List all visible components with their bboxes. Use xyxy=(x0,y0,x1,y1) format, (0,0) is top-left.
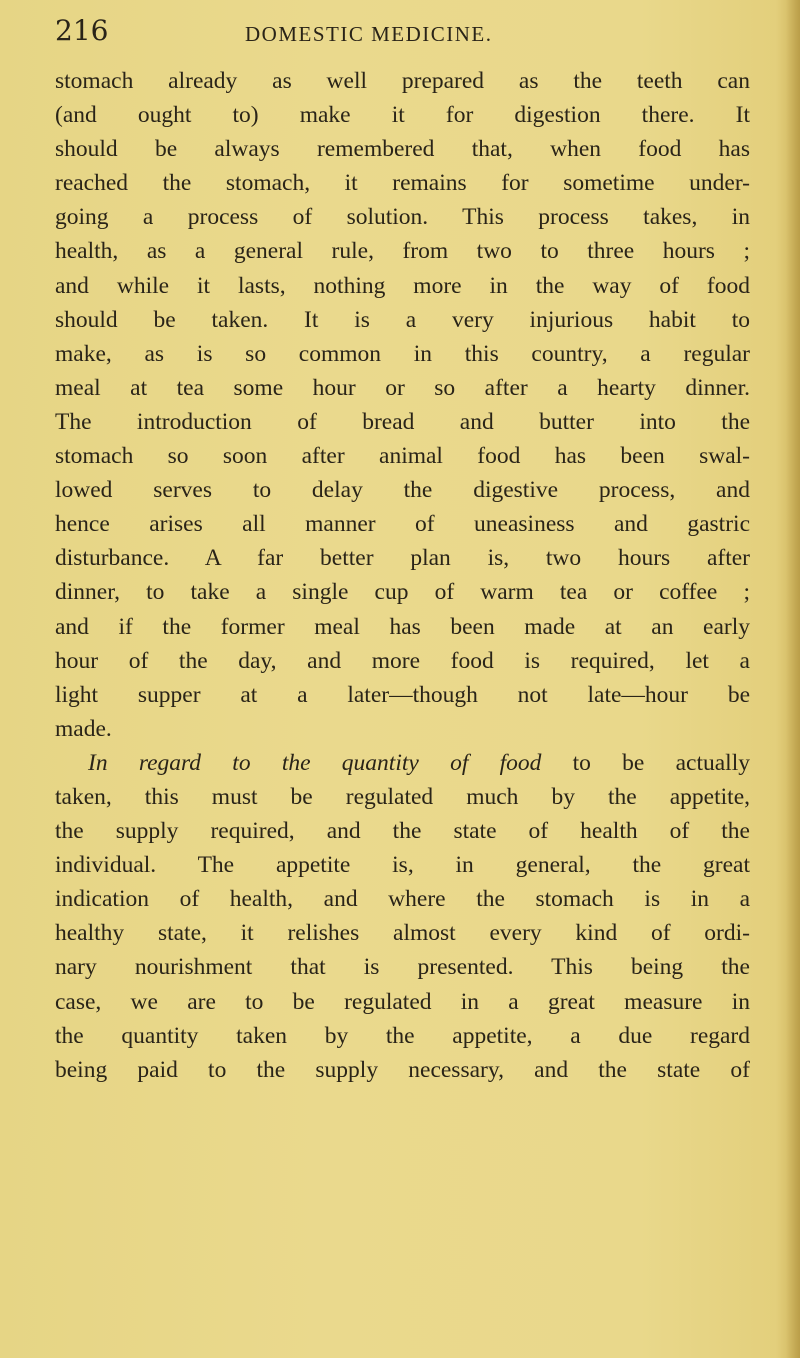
text-line: make, as is so common in this country, a regular xyxy=(55,340,750,367)
text-line: light supper at a later—though not late—hour be xyxy=(55,681,750,708)
paragraph-opening-line xyxy=(55,746,750,780)
text-line: health, as a general rule, from two to three hours ; xyxy=(55,238,750,265)
running-head: DOMESTIC MEDICINE. xyxy=(245,22,493,46)
text-line: and if the former meal has been made at an early xyxy=(55,613,750,640)
text-line: the supply required, and the state of health of the xyxy=(55,818,750,845)
page-number: 216 xyxy=(55,14,109,47)
text-line: meal at tea some hour or so after a hearty dinner. xyxy=(55,374,750,401)
text-line: hour of the day, and more food is required, let a xyxy=(55,647,750,674)
text-line: going a process of solution. This process takes, in xyxy=(55,204,750,231)
text-line: healthy state, it relishes almost every kind of ordi- xyxy=(55,920,750,947)
text-line: and while it lasts, nothing more in the way of food xyxy=(55,272,750,299)
page-header xyxy=(55,14,735,54)
italic-phrase: In regard to the quantity of food xyxy=(88,749,542,776)
text-line: The introduction of bread and butter into the xyxy=(55,408,750,435)
text-line: made. xyxy=(55,715,112,742)
text-line: stomach already as well prepared as the teeth can xyxy=(55,68,750,94)
text-line: hence arises all manner of uneasiness and gastric xyxy=(55,511,750,538)
text-line: indication of health, and where the stomach is in a xyxy=(55,886,750,913)
text-line: disturbance. A far better plan is, two hours after xyxy=(55,545,750,572)
text-line: should be taken. It is a very injurious habit to xyxy=(55,306,750,333)
text-line: (and ought to) make it for digestion there. It xyxy=(55,102,750,129)
text-line: nary nourishment that is presented. This being the xyxy=(55,954,750,981)
text-line: case, we are to be regulated in a great measure in xyxy=(55,988,750,1015)
page-edge-shadow xyxy=(786,0,800,1358)
text-line: reached the stomach, it remains for sometime under- xyxy=(55,170,750,197)
text-line: dinner, to take a single cup of warm tea or coffee ; xyxy=(55,579,750,606)
text-line: being paid to the supply necessary, and the state of xyxy=(55,1056,750,1083)
text-line: taken, this must be regulated much by the appetite, xyxy=(55,783,750,810)
text-line-rest: to be actually xyxy=(541,749,750,776)
text-line: stomach so soon after animal food has been swal- xyxy=(55,443,750,470)
text-line: individual. The appetite is, in general, the great xyxy=(55,852,750,879)
text-line: should be always remembered that, when food has xyxy=(55,136,750,163)
body-text xyxy=(55,64,750,1087)
text-line: lowed serves to delay the digestive process, and xyxy=(55,477,750,504)
text-line: the quantity taken by the appetite, a due regard xyxy=(55,1022,750,1049)
